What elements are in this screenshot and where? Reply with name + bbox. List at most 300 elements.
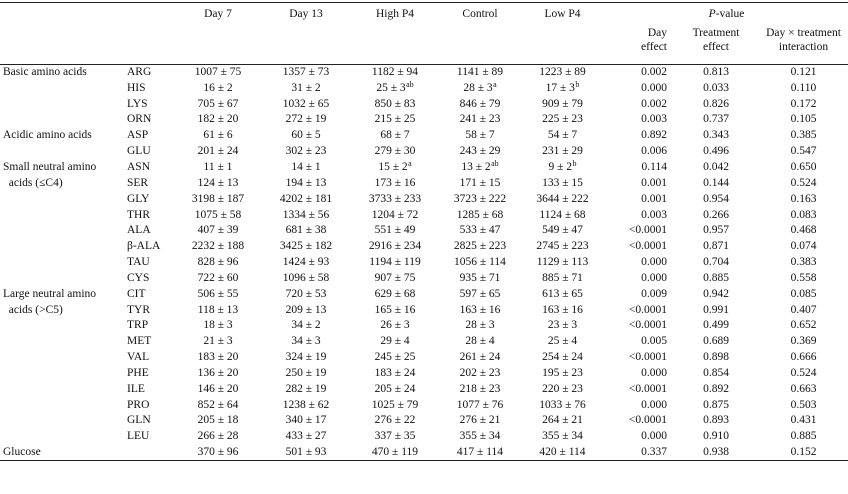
table-row — [0, 191, 848, 207]
value-text: 1424 ± 93 — [282, 256, 330, 269]
value-text: 133 ± 15 — [542, 176, 583, 189]
p-treatment-effect: 0.033 — [703, 81, 729, 94]
p-interaction: 0.558 — [790, 271, 817, 284]
p-treatment-effect: 0.938 — [703, 445, 729, 458]
value-text: 202 ± 23 — [459, 366, 501, 379]
value-cell — [520, 80, 605, 96]
value-cell — [174, 128, 262, 144]
p-day-effect: 0.892 — [641, 129, 667, 142]
p-interaction: 0.431 — [790, 414, 817, 427]
p-treatment-effect: 0.957 — [703, 224, 729, 237]
p-day-effect: 0.000 — [641, 256, 667, 269]
value-cell — [174, 191, 262, 207]
value-cell — [262, 413, 350, 429]
value-text: 629 ± 68 — [374, 287, 416, 300]
amino-acid-cell: LYS — [127, 97, 148, 110]
value-cell — [520, 429, 605, 445]
value-text: 194 ± 13 — [285, 176, 327, 189]
table-row — [0, 366, 848, 382]
interaction-line1: Day × treatment — [766, 27, 841, 39]
interaction-line2: interaction — [778, 41, 829, 53]
value-cell — [174, 445, 262, 461]
value-text: 163 ± 16 — [542, 303, 583, 316]
amino-acid-cell: GLU — [127, 145, 151, 158]
value-cell — [440, 207, 520, 223]
value-cell — [520, 302, 605, 318]
value-text: 183 ± 20 — [197, 351, 239, 364]
value-text: 1194 ± 119 — [369, 256, 421, 269]
p-treatment-effect: 0.954 — [703, 192, 729, 205]
header-row-2 — [0, 24, 848, 65]
value-text: 243 ± 29 — [459, 145, 501, 158]
table-body — [0, 65, 848, 461]
value-text: 195 ± 23 — [542, 366, 583, 379]
value-cell — [174, 175, 262, 191]
value-cell — [350, 302, 440, 318]
value-text: 18 ± 3 — [203, 319, 233, 332]
value-text: 28 ± 3 — [463, 81, 493, 94]
amino-acid-cell: CYS — [127, 271, 150, 284]
value-text: 433 ± 27 — [285, 430, 327, 443]
table-row — [0, 302, 848, 318]
p-interaction: 0.666 — [790, 351, 817, 364]
value-cell — [262, 80, 350, 96]
value-cell — [350, 255, 440, 271]
value-text: 1182 ± 94 — [371, 66, 419, 79]
amino-acid-cell: LEU — [127, 430, 150, 443]
table-row — [0, 65, 848, 81]
p-day-effect: 0.000 — [641, 430, 667, 443]
value-text: 302 ± 23 — [285, 145, 327, 158]
value-cell — [440, 318, 520, 334]
value-text: 4202 ± 181 — [279, 192, 333, 205]
table-row — [0, 350, 848, 366]
value-text: 613 ± 65 — [542, 287, 583, 300]
value-cell — [262, 239, 350, 255]
p-day-effect: 0.000 — [641, 366, 667, 379]
value-text: 266 ± 28 — [197, 430, 239, 443]
value-text: 3644 ± 222 — [536, 192, 589, 205]
p-interaction: 0.369 — [790, 335, 817, 348]
table-row — [0, 96, 848, 112]
p-day-effect: <0.0001 — [628, 319, 667, 332]
table-row — [0, 80, 848, 96]
value-text: 9 ± 2 — [548, 160, 573, 173]
header-empty-cat — [0, 3, 124, 25]
value-text: 60 ± 5 — [291, 129, 321, 142]
value-text: 25 ± 3 — [376, 81, 406, 94]
p-treatment-effect: 0.942 — [703, 287, 729, 300]
value-cell — [520, 207, 605, 223]
p-interaction: 0.650 — [790, 160, 817, 173]
p-day-effect: 0.003 — [641, 208, 667, 221]
amino-acid-cell: TYR — [127, 303, 150, 316]
value-text: 1204 ± 72 — [371, 208, 419, 221]
p-day-effect: <0.0001 — [628, 414, 667, 427]
value-cell — [440, 397, 520, 413]
value-cell — [174, 318, 262, 334]
value-cell — [520, 65, 605, 81]
value-text: 29 ± 4 — [380, 335, 410, 348]
category-cell — [0, 223, 124, 239]
p-interaction: 0.163 — [790, 192, 817, 205]
value-cell — [440, 350, 520, 366]
value-text: 21 ± 3 — [203, 335, 233, 348]
significance-superscript: ab — [406, 79, 414, 89]
value-text: 355 ± 34 — [542, 430, 583, 443]
category-cell — [0, 112, 124, 128]
value-text: 250 ± 19 — [285, 366, 327, 379]
value-cell — [440, 429, 520, 445]
value-text: 183 ± 24 — [374, 366, 416, 379]
table-row — [0, 286, 848, 302]
p-interaction: 0.110 — [790, 81, 817, 94]
value-cell — [350, 381, 440, 397]
table-row — [0, 397, 848, 413]
p-treatment-effect: 0.991 — [703, 303, 729, 316]
p-interaction: 0.524 — [790, 366, 817, 379]
value-text: 171 ± 15 — [459, 176, 501, 189]
category-cell: Large neutral amino — [3, 287, 97, 300]
value-text: 254 ± 24 — [542, 351, 583, 364]
p-day-effect: 0.009 — [641, 287, 667, 300]
value-text: 549 ± 47 — [542, 224, 583, 237]
value-cell — [520, 96, 605, 112]
value-text: 276 ± 22 — [374, 414, 416, 427]
header-pvalue — [605, 3, 848, 25]
value-cell — [350, 144, 440, 160]
category-cell: Glucose — [3, 445, 41, 458]
value-cell — [520, 112, 605, 128]
p-day-effect: 0.006 — [641, 145, 667, 158]
value-text: 245 ± 25 — [374, 351, 416, 364]
value-text: 1033 ± 76 — [539, 398, 586, 411]
value-text: 54 ± 7 — [547, 129, 578, 142]
value-text: 909 ± 79 — [542, 97, 583, 110]
table-row — [0, 429, 848, 445]
value-text: 1075 ± 58 — [194, 208, 242, 221]
value-cell — [174, 80, 262, 96]
header-empty-aa — [124, 3, 174, 25]
value-cell — [350, 112, 440, 128]
value-text: 261 ± 24 — [459, 351, 501, 364]
value-cell — [174, 381, 262, 397]
p-interaction: 0.652 — [790, 319, 817, 332]
value-text: 279 ± 30 — [374, 145, 416, 158]
category-cell — [0, 397, 124, 413]
value-cell — [174, 366, 262, 382]
category-cell — [0, 429, 124, 445]
p-interaction: 0.503 — [790, 398, 817, 411]
value-cell — [520, 239, 605, 255]
value-text: 1124 ± 68 — [539, 208, 586, 221]
value-cell — [262, 207, 350, 223]
value-text: 31 ± 2 — [291, 81, 321, 94]
amino-acid-cell — [124, 445, 174, 461]
value-text: 885 ± 71 — [542, 271, 583, 284]
value-cell — [520, 318, 605, 334]
value-cell — [350, 223, 440, 239]
value-text: 34 ± 2 — [291, 319, 321, 332]
value-cell — [350, 445, 440, 461]
table-row — [0, 207, 848, 223]
value-text: 11 ± 1 — [203, 160, 233, 173]
value-cell — [350, 350, 440, 366]
p-treatment-effect: 0.499 — [703, 319, 729, 332]
table-row — [0, 223, 848, 239]
value-cell — [440, 223, 520, 239]
value-cell — [262, 318, 350, 334]
value-text: 124 ± 13 — [197, 176, 239, 189]
value-cell — [350, 318, 440, 334]
amino-acid-cell: ASN — [127, 160, 151, 173]
p-day-effect: 0.114 — [641, 160, 667, 173]
table-row — [0, 381, 848, 397]
value-text: 28 ± 4 — [465, 335, 495, 348]
p-interaction: 0.885 — [790, 430, 817, 443]
value-cell — [174, 223, 262, 239]
amino-acid-cell: TRP — [127, 319, 149, 332]
p-treatment-effect: 0.893 — [703, 414, 729, 427]
category-cell — [0, 334, 124, 350]
value-cell — [174, 350, 262, 366]
header-day13: Day 13 — [289, 7, 323, 20]
value-text: 407 ± 39 — [197, 224, 239, 237]
p-treatment-effect: 0.042 — [703, 160, 729, 173]
value-cell — [174, 302, 262, 318]
value-text: 264 ± 21 — [542, 414, 583, 427]
value-cell — [350, 191, 440, 207]
p-treatment-effect: 0.898 — [703, 351, 729, 364]
value-cell — [520, 175, 605, 191]
value-text: 722 ± 60 — [197, 271, 239, 284]
p-treatment-effect: 0.885 — [703, 271, 729, 284]
p-treatment-effect: 0.826 — [703, 97, 729, 110]
p-day-effect: 0.000 — [641, 398, 667, 411]
category-cell: Basic amino acids — [3, 66, 87, 79]
category-cell — [0, 80, 124, 96]
header-control: Control — [462, 7, 498, 20]
p-interaction: 0.172 — [790, 97, 817, 110]
category-cell — [0, 255, 124, 271]
value-text: 1056 ± 114 — [454, 256, 506, 269]
value-text: 34 ± 3 — [291, 335, 321, 348]
value-cell — [440, 191, 520, 207]
p-interaction: 0.105 — [790, 113, 817, 126]
amino-acid-cell: TAU — [127, 256, 150, 269]
value-cell — [174, 286, 262, 302]
value-text: 470 ± 119 — [371, 445, 419, 458]
category-cell — [0, 96, 124, 112]
value-cell — [174, 270, 262, 286]
value-cell — [440, 96, 520, 112]
amino-acid-cell: MET — [127, 335, 152, 348]
p-treatment-effect: 0.689 — [703, 335, 729, 348]
category-cell — [0, 270, 124, 286]
value-text: 218 ± 23 — [459, 382, 501, 395]
table-row — [0, 413, 848, 429]
value-cell — [350, 207, 440, 223]
header-row-1 — [0, 3, 848, 25]
value-cell — [262, 191, 350, 207]
value-cell — [174, 239, 262, 255]
amino-acid-cell: GLY — [127, 192, 150, 205]
value-text: 61 ± 6 — [203, 129, 233, 142]
p-day-effect: 0.000 — [641, 81, 667, 94]
value-cell — [520, 366, 605, 382]
value-cell — [440, 286, 520, 302]
value-cell — [262, 350, 350, 366]
amino-acid-cell: ALA — [127, 224, 151, 237]
value-text: 3198 ± 187 — [191, 192, 245, 205]
value-cell — [262, 144, 350, 160]
significance-superscript: a — [408, 158, 412, 168]
value-text: 205 ± 18 — [197, 414, 239, 427]
value-cell — [520, 381, 605, 397]
table-row — [0, 318, 848, 334]
value-cell — [440, 239, 520, 255]
p-interaction: 0.083 — [790, 208, 817, 221]
value-cell — [350, 239, 440, 255]
value-text: 16 ± 2 — [203, 81, 233, 94]
day-effect-line1: Day — [647, 27, 667, 39]
p-interaction: 0.085 — [790, 287, 817, 300]
value-cell — [520, 255, 605, 271]
treatment-effect-line1: Treatment — [692, 27, 740, 39]
table-row — [0, 175, 848, 191]
value-cell — [262, 96, 350, 112]
value-cell — [350, 334, 440, 350]
table-row — [0, 112, 848, 128]
p-treatment-effect: 0.854 — [703, 366, 729, 379]
value-text: 2825 ± 223 — [453, 240, 507, 253]
value-cell — [262, 255, 350, 271]
value-text: 1238 ± 62 — [282, 398, 330, 411]
value-cell — [350, 429, 440, 445]
p-treatment-effect: 0.704 — [703, 256, 729, 269]
value-cell — [350, 128, 440, 144]
p-treatment-effect: 0.737 — [703, 113, 729, 126]
value-cell — [440, 80, 520, 96]
category-cell — [0, 144, 124, 160]
p-interaction: 0.121 — [790, 66, 817, 79]
p-day-effect: 0.000 — [641, 271, 667, 284]
value-text: 136 ± 20 — [197, 366, 239, 379]
value-text: 13 ± 2 — [461, 160, 491, 173]
value-text: 173 ± 16 — [374, 176, 416, 189]
pvalue-italic: P — [708, 7, 716, 20]
value-text: 15 ± 2 — [378, 160, 408, 173]
p-day-effect: 0.001 — [641, 192, 667, 205]
value-text: 1077 ± 76 — [456, 398, 504, 411]
value-text: 681 ± 38 — [285, 224, 327, 237]
value-cell — [350, 160, 440, 176]
table-row — [0, 160, 848, 176]
value-text: 58 ± 7 — [465, 129, 495, 142]
value-cell — [350, 366, 440, 382]
p-treatment-effect: 0.910 — [703, 430, 729, 443]
p-day-effect: <0.0001 — [628, 382, 667, 395]
table-row — [0, 144, 848, 160]
value-cell — [520, 160, 605, 176]
category-cell — [0, 350, 124, 366]
header-day-effect — [605, 24, 673, 65]
p-treatment-effect: 0.343 — [703, 129, 729, 142]
amino-acid-cell: ARG — [127, 66, 152, 79]
p-day-effect: <0.0001 — [628, 224, 667, 237]
category-cell — [0, 366, 124, 382]
category-cell — [0, 381, 124, 397]
value-text: 1007 ± 75 — [194, 66, 242, 79]
value-text: 2745 ± 223 — [536, 240, 589, 253]
value-cell — [520, 445, 605, 461]
value-text: 1223 ± 89 — [539, 66, 586, 79]
value-cell — [440, 270, 520, 286]
p-day-effect: 0.001 — [641, 176, 667, 189]
p-day-effect: 0.337 — [641, 445, 667, 458]
value-text: 551 ± 49 — [374, 224, 416, 237]
value-text: 209 ± 13 — [285, 303, 327, 316]
value-cell — [520, 128, 605, 144]
value-text: 1141 ± 89 — [456, 66, 504, 79]
p-day-effect: 0.005 — [641, 335, 667, 348]
value-text: 506 ± 55 — [197, 287, 239, 300]
value-text: 720 ± 53 — [285, 287, 327, 300]
significance-superscript: a — [493, 79, 497, 89]
amino-acid-cell: PHE — [127, 366, 149, 379]
value-cell — [440, 381, 520, 397]
category-cell — [0, 207, 124, 223]
value-cell — [262, 445, 350, 461]
value-text: 417 ± 114 — [456, 445, 504, 458]
value-text: 340 ± 17 — [285, 414, 327, 427]
category-cell: acids (≤C4) — [3, 176, 63, 189]
value-cell — [174, 429, 262, 445]
value-cell — [350, 65, 440, 81]
value-cell — [262, 286, 350, 302]
value-text: 533 ± 47 — [459, 224, 501, 237]
value-text: 28 ± 3 — [465, 319, 495, 332]
amino-acid-cell: CIT — [127, 287, 146, 300]
p-treatment-effect: 0.871 — [703, 240, 729, 253]
p-interaction: 0.407 — [790, 303, 817, 316]
value-cell — [440, 65, 520, 81]
value-text: 1032 ± 65 — [282, 97, 330, 110]
amino-acid-cell: VAL — [127, 351, 150, 364]
value-cell — [262, 160, 350, 176]
value-text: 420 ± 114 — [539, 445, 586, 458]
value-cell — [262, 223, 350, 239]
value-cell — [262, 128, 350, 144]
table-row — [0, 239, 848, 255]
value-text: 205 ± 24 — [374, 382, 416, 395]
value-cell — [440, 366, 520, 382]
value-text: 215 ± 25 — [374, 113, 416, 126]
value-cell — [440, 160, 520, 176]
value-cell — [262, 366, 350, 382]
value-cell — [440, 144, 520, 160]
value-text: 2916 ± 234 — [368, 240, 422, 253]
amino-acid-cell: SER — [127, 176, 149, 189]
category-cell: Small neutral amino — [3, 160, 97, 173]
value-cell — [174, 334, 262, 350]
amino-acid-cell: GLN — [127, 414, 151, 427]
value-cell — [440, 302, 520, 318]
amino-acid-cell: THR — [127, 208, 150, 221]
value-text: 3723 ± 222 — [453, 192, 507, 205]
value-cell — [174, 65, 262, 81]
value-text: 501 ± 93 — [285, 445, 327, 458]
